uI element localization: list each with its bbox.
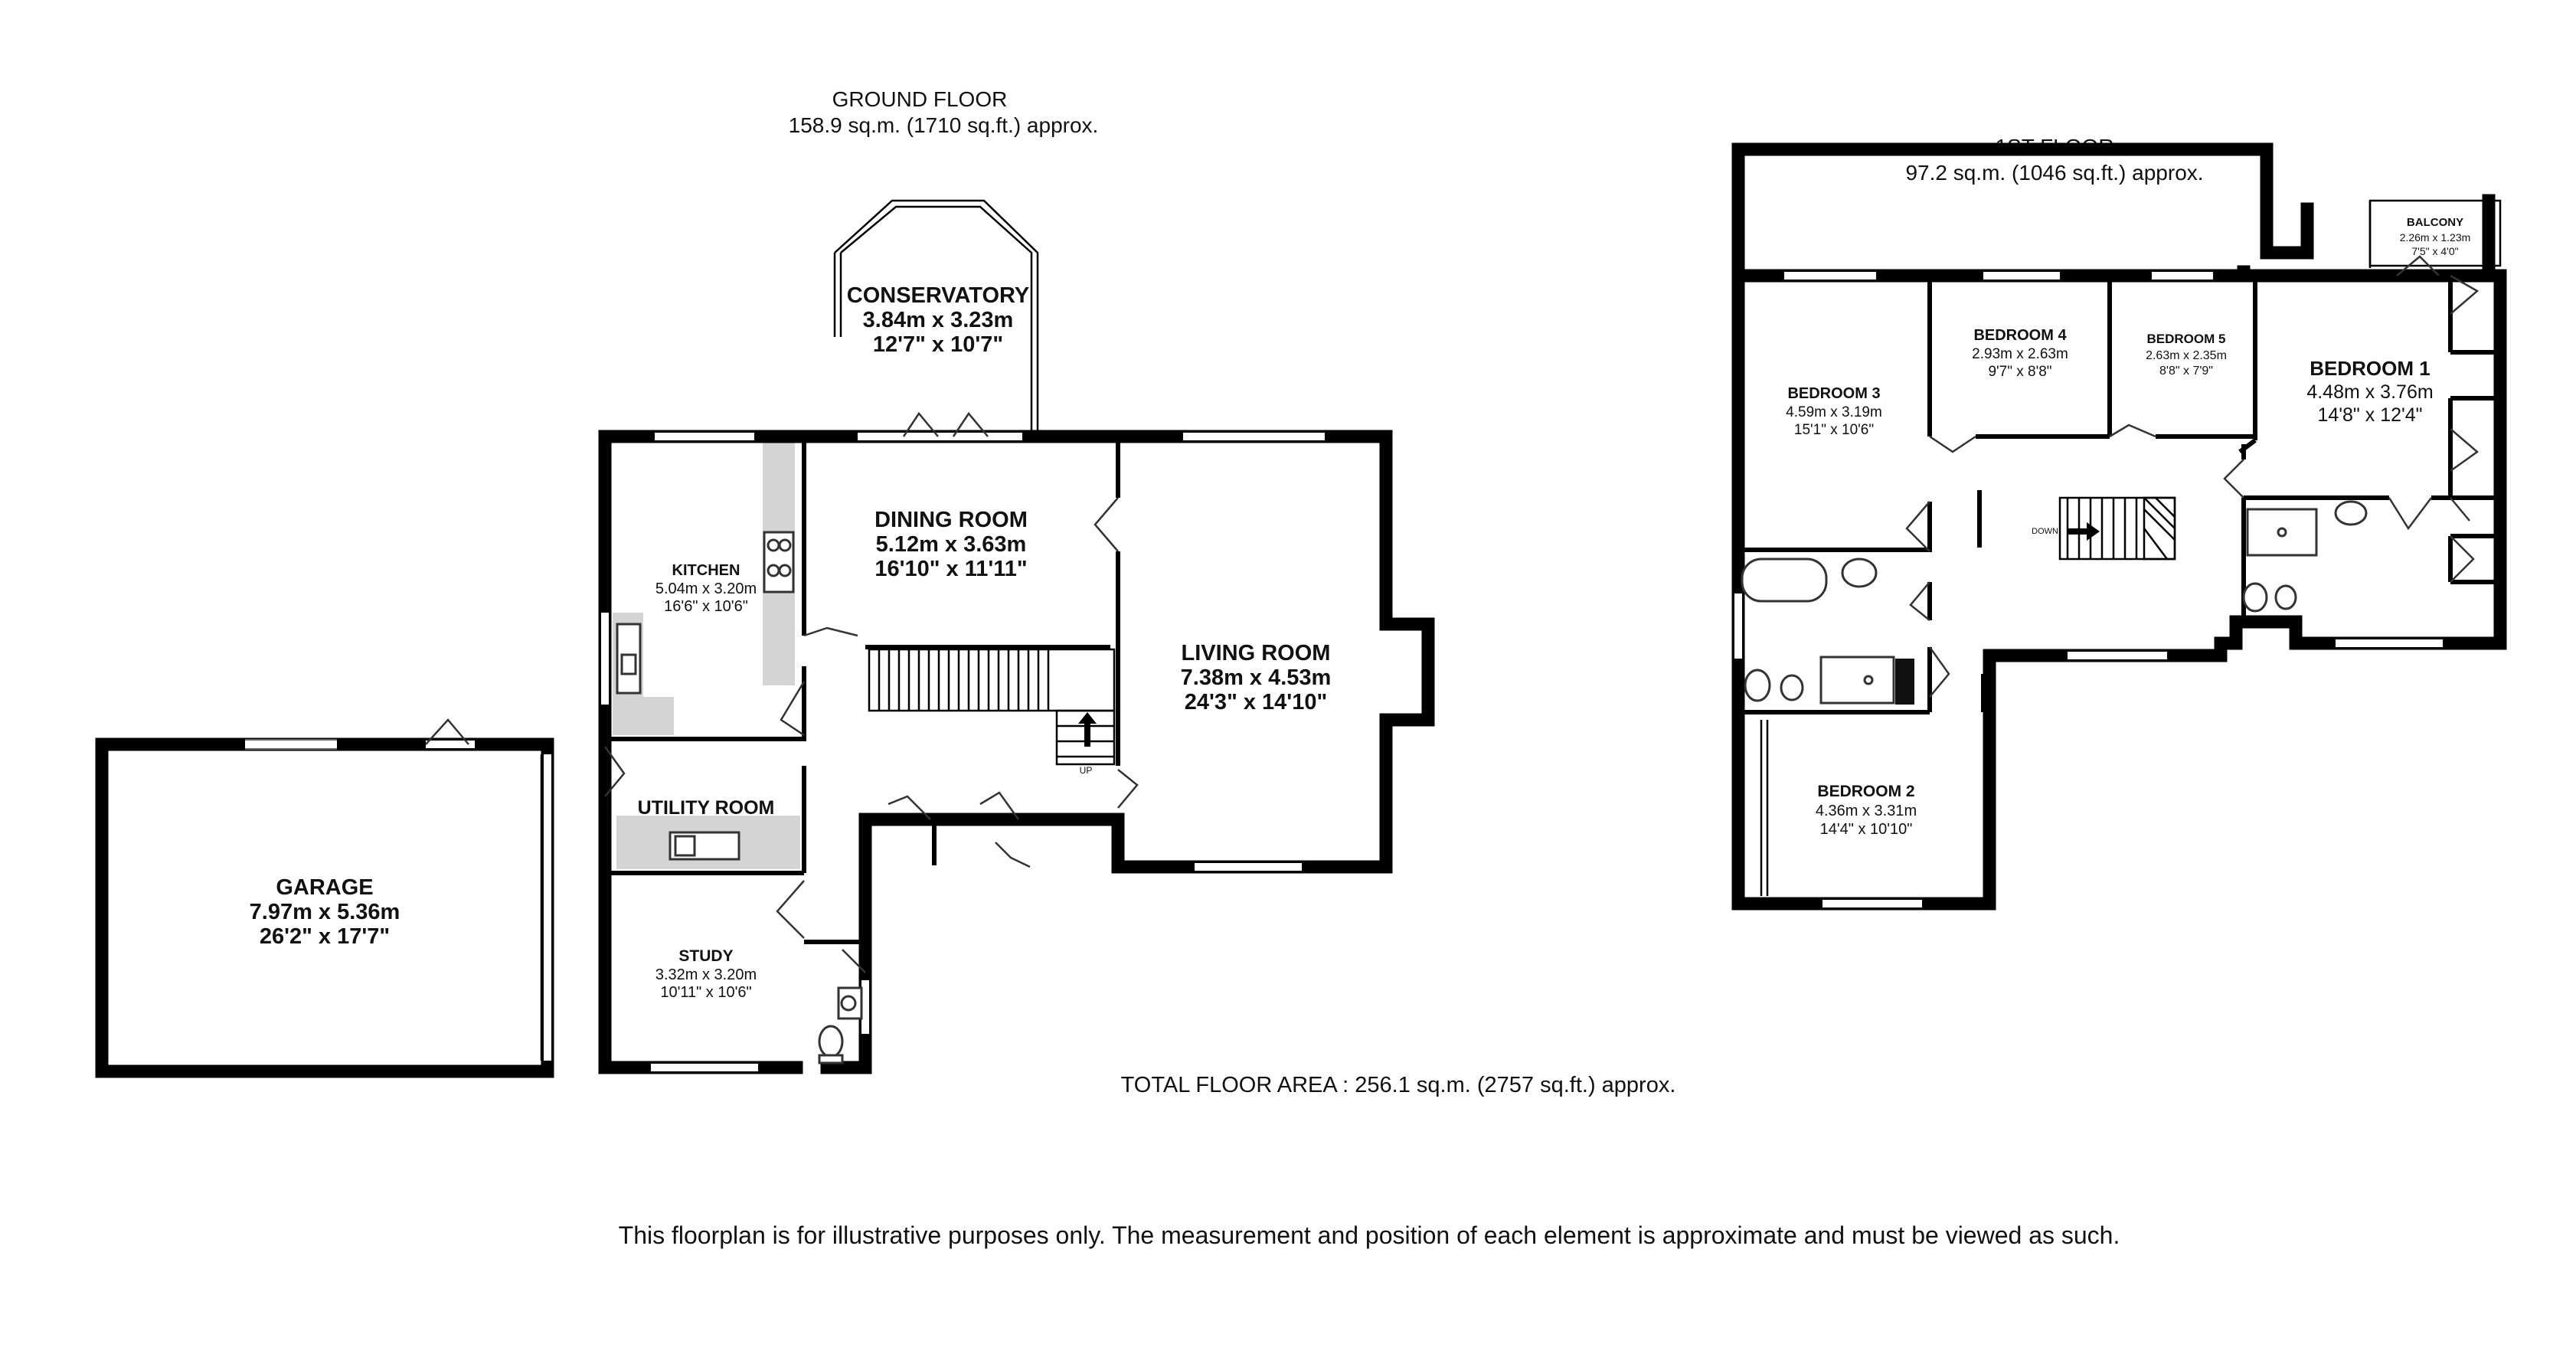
bath-icon (1742, 559, 1826, 601)
wc-toilet-icon (819, 1026, 842, 1063)
bathroom-toilet-icon (1745, 670, 1803, 701)
ensuite-sink-icon (2336, 502, 2366, 525)
kitchen-metric: 5.04m x 3.20m (655, 580, 757, 597)
study-imperial: 10'11" x 10'6" (660, 984, 752, 1001)
garage-name: GARAGE (276, 875, 374, 900)
ground-floor-title: GROUND FLOOR (832, 87, 1008, 111)
ground-floor-plan (605, 201, 1428, 1068)
ensuite-toilet-icon (2244, 584, 2296, 611)
study-metric: 3.32m x 3.20m (655, 966, 757, 983)
dining-metric: 5.12m x 3.63m (875, 532, 1027, 557)
kitchen-imperial: 16'6" x 10'6" (664, 598, 748, 615)
bedroom2-imperial: 14'4" x 10'10" (1819, 821, 1913, 838)
total-floor-area: TOTAL FLOOR AREA : 256.1 sq.m. (2757 sq.ft.) approx. (1120, 1073, 1676, 1097)
bathroom-cupboard (1895, 659, 1914, 705)
bedroom1-imperial: 14'8" x 12'4" (2317, 404, 2423, 426)
bedroom4-metric: 2.93m x 2.63m (1972, 346, 2068, 362)
first-floor-heading (1905, 135, 2203, 185)
bedroom5-name: BEDROOM 5 (2146, 332, 2226, 346)
first-floor-plan (1738, 149, 2500, 904)
kitchen-hob-icon (764, 532, 793, 592)
ground-floor-heading (789, 87, 1099, 137)
bedroom4-name: BEDROOM 4 (1973, 327, 2067, 344)
balcony-imperial: 7'5" x 4'0" (2411, 245, 2459, 257)
first-floor-area: 97.2 sq.m. (1046 sq.ft.) approx. (1905, 161, 2204, 185)
garage-metric: 7.97m x 5.36m (249, 900, 400, 924)
balcony-metric: 2.26m x 1.23m (2399, 231, 2471, 244)
conservatory-name: CONSERVATORY (846, 283, 1030, 308)
utility-sink-icon (670, 832, 739, 859)
conservatory-metric: 3.84m x 3.23m (862, 308, 1014, 332)
bedroom5-imperial: 8'8" x 7'9" (2159, 365, 2213, 378)
utility-name: UTILITY ROOM (637, 797, 775, 819)
kitchen-name: KITCHEN (672, 562, 740, 579)
stairs-down-arrow-icon (2068, 522, 2100, 541)
bathroom-sink-icon (1842, 559, 1876, 587)
bedroom3-name: BEDROOM 3 (1787, 385, 1881, 402)
bedroom1-metric: 4.48m x 3.76m (2306, 381, 2434, 403)
garage-imperial: 26'2" x 17'7" (259, 924, 391, 949)
dining-imperial: 16'10" x 11'11" (874, 557, 1028, 581)
ground-stairs (869, 649, 1114, 776)
dining-name: DINING ROOM (874, 508, 1028, 532)
bedroom2-metric: 4.36m x 3.31m (1815, 803, 1917, 819)
living-name: LIVING ROOM (1181, 641, 1331, 665)
wc-sink-icon (839, 988, 861, 1019)
stairs-up-label: UP (1079, 765, 1093, 776)
disclaimer: This floorplan is for illustrative purposes only. The measurement and position of each element is approximate and must be viewed as such. (618, 1221, 2120, 1249)
bedroom3-imperial: 15'1" x 10'6" (1793, 422, 1875, 438)
bedroom2-name: BEDROOM 2 (1817, 783, 1915, 800)
balcony-name: BALCONY (2406, 216, 2464, 229)
stairs-down-label: DOWN (2032, 527, 2058, 536)
first-floor-title: 1ST FLOOR (1995, 135, 2114, 159)
ensuite-shower-icon (2247, 509, 2316, 555)
garage (102, 720, 553, 1071)
kitchen-sink-icon (617, 624, 640, 693)
ground-floor-area: 158.9 sq.m. (1710 sq.ft.) approx. (788, 113, 1099, 137)
bedroom4-imperial: 9'7" x 8'8" (1988, 364, 2052, 380)
study-name: STUDY (678, 947, 734, 965)
living-metric: 7.38m x 4.53m (1180, 665, 1332, 690)
bathroom-shower-icon (1821, 657, 1894, 703)
bedroom1-name: BEDROOM 1 (2310, 357, 2431, 380)
first-stairs (2032, 498, 2175, 559)
bedroom3-metric: 4.59m x 3.19m (1786, 404, 1882, 420)
conservatory-imperial: 12'7" x 10'7" (872, 332, 1004, 357)
bedroom5-metric: 2.63m x 2.35m (2146, 349, 2227, 362)
living-imperial: 24'3" x 14'10" (1184, 690, 1328, 714)
